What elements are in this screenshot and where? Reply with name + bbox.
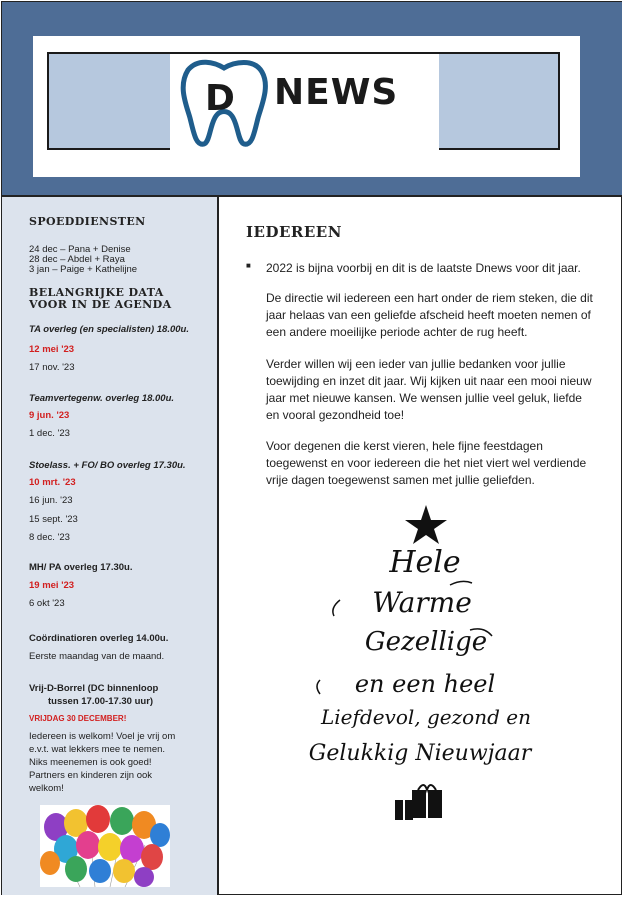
service-line: 3 jan – Paige + Kathelijne	[29, 264, 138, 275]
coord-text: Eerste maandag van de maand.	[29, 651, 165, 662]
borrel-line: Partners en kinderen zijn ook	[29, 770, 153, 781]
service-line: 28 dec – Abdel + Raya	[29, 254, 125, 265]
borrel-line: Iedereen is welkom! Voel je vrij om	[29, 731, 176, 742]
meeting-date: 1 dec. '23	[29, 428, 70, 439]
bullet-text: 2022 is bijna voorbij en dit is de laatste Dnews voor dit jaar.	[266, 261, 581, 275]
borrel-line: Niks meenemen is ook goed!	[29, 757, 152, 768]
meeting-date: 6 okt '23	[29, 598, 65, 609]
tooth-logo-icon	[174, 54, 274, 150]
borrel-title: Vrij-D-Borrel (DC binnenloop	[29, 683, 159, 694]
service-line: 24 dec – Pana + Denise	[29, 244, 131, 255]
coord-title: Coördinatioren overleg 14.00u.	[29, 633, 169, 644]
paragraph: Verder willen wij een ieder van jullie bedanken voor jullie toewijding en inzet dit jaar. Wij kijken uit naar een mooi nieuw jaar met nieuwe kansen. We wensen jullie veel geluk, liefde en vooral gezondheid toe!	[266, 357, 592, 422]
agenda-title: VOOR IN DE AGENDA	[29, 298, 172, 311]
meeting-date: 16 jun. '23	[29, 495, 73, 506]
paragraph: Voor degenen die kerst vieren, hele fijne feestdagen toegewenst en voor iedereen die het niet viert wel verdiende vrije dagen toegewenst samen met jullie geliefden.	[266, 439, 587, 487]
meeting-title: Stoelass. + FO/ BO overleg 17.30u.	[29, 460, 186, 471]
meeting-next-date: 19 mei '23	[29, 580, 75, 591]
services-title: SPOEDDIENSTEN	[29, 215, 146, 228]
christmas-tree-greeting	[300, 500, 560, 830]
meeting-next-date: 12 mei '23	[29, 344, 75, 355]
article-title: IEDEREEN	[246, 223, 342, 241]
tree-line: Gelukkig Nieuwjaar	[308, 741, 532, 766]
meeting-date: 8 dec. '23	[29, 532, 70, 543]
paragraph: De directie wil iedereen een hart onder de riem steken, die dit jaar helaas van een geliefde afscheid heeft moeten nemen of een andere moeilijke periode achter de rug heeft.	[266, 291, 593, 339]
meeting-date: 15 sept. '23	[29, 514, 78, 525]
borrel-date: VRIJDAG 30 DECEMBER!	[29, 714, 127, 723]
meeting-title: Teamvertegenw. overleg 18.00u.	[29, 393, 175, 404]
tree-line: Hele	[389, 545, 461, 580]
borrel-line: welkom!	[29, 783, 64, 794]
meeting-next-date: 10 mrt. '23	[29, 477, 76, 488]
meeting-title: MH/ PA overleg 17.30u.	[29, 562, 133, 573]
borrel-title: tussen 17.00-17.30 uur)	[48, 696, 154, 707]
meeting-next-date: 9 jun. '23	[29, 410, 70, 421]
tree-line: Warme	[372, 586, 472, 619]
meeting-date: 17 nov. '23	[29, 362, 75, 373]
tree-line: Gezellige	[364, 627, 488, 657]
tree-line: Liefdevol, gezond en	[321, 705, 531, 729]
balloons-image	[40, 805, 170, 887]
logo-text: NEWS	[274, 72, 399, 113]
dnews-logo	[170, 54, 439, 150]
bullet-icon: ■	[246, 261, 251, 270]
tree-line: en een heel	[354, 670, 496, 698]
logo-letter: D	[205, 78, 235, 119]
borrel-line: e.v.t. wat lekkers mee te nemen.	[29, 744, 166, 755]
gift-icon	[395, 785, 442, 820]
meeting-title: TA overleg (en specialisten) 18.00u.	[29, 324, 189, 335]
star-icon	[405, 505, 447, 544]
header-divider	[2, 195, 622, 197]
agenda-title: BELANGRIJKE DATA	[29, 286, 164, 299]
